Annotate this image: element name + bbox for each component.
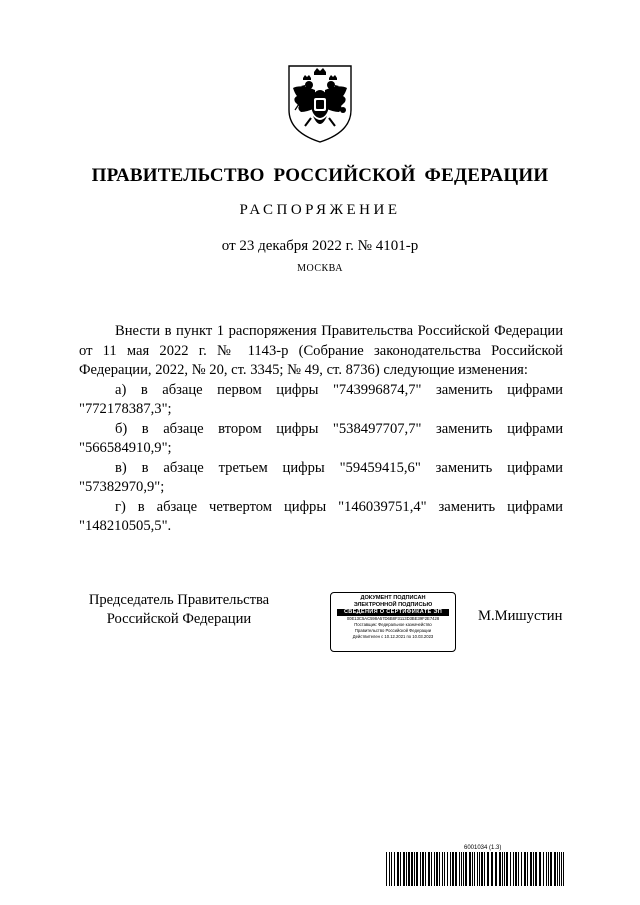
barcode-icon bbox=[386, 852, 566, 886]
stamp-owner: Правительство Российской Федерации bbox=[354, 628, 432, 633]
stamp-line2: ЭЛЕКТРОННОЙ ПОДПИСЬЮ bbox=[353, 602, 433, 608]
paragraph-item-c: в) в абзаце третьем цифры "59459415,6" заменить цифрами "57382970,9"; bbox=[79, 459, 563, 495]
stamp-validity: Действителен с 10.12.2021 по 10.03.2023 bbox=[352, 634, 434, 639]
paragraph-item-b: б) в абзаце втором цифры "538497707,7" заменить цифрами "566584910,9"; bbox=[79, 420, 563, 456]
stamp-line1: ДОКУМЕНТ ПОДПИСАН bbox=[360, 595, 426, 601]
signatory-name: М.Мишустин bbox=[478, 608, 563, 624]
barcode-label: 6001034 (1.3) bbox=[464, 845, 502, 851]
document-date: от 23 декабря 2022 г. № 4101-р bbox=[221, 238, 419, 254]
paragraph-main: Внести в пункт 1 распоряжения Правительства Российской Федерации от 11 мая 2022 г. № 1143-р (Собрание законодательства Российской Федерации, 2022, № 20, ст. 3345; № 49, ст. 8736) следующие изменения: bbox=[79, 323, 563, 378]
electronic-signature-stamp bbox=[330, 592, 456, 652]
stamp-serial: 00E13C5AC598A57D6B8F3113D3BE39F2E7428 bbox=[346, 616, 440, 621]
page-title: ПРАВИТЕЛЬСТВО РОССИЙСКОЙ ФЕДЕРАЦИИ bbox=[91, 165, 549, 186]
paragraph-item-a: а) в абзаце первом цифры "743996874,7" заменить цифрами "772178387,3"; bbox=[79, 381, 563, 417]
coat-of-arms-icon bbox=[283, 60, 357, 144]
paragraph-item-d: г) в абзаце четвертом цифры "146039751,4" заменить цифрами "148210505,5". bbox=[79, 498, 563, 534]
document-city: МОСКВА bbox=[297, 263, 343, 274]
document-body bbox=[79, 322, 563, 537]
signatory-position-line2: Российской Федерации bbox=[106, 611, 252, 627]
stamp-certificate-bar: СВЕДЕНИЯ О СЕРТИФИКАТЕ ЭП bbox=[337, 609, 449, 616]
stamp-issuer: Поставщик: Федеральное казначейство bbox=[354, 622, 432, 627]
document-type: РАСПОРЯЖЕНИЕ bbox=[239, 202, 401, 218]
signatory-position-line1: Председатель Правительства bbox=[88, 592, 270, 608]
signatory-position bbox=[79, 591, 279, 629]
